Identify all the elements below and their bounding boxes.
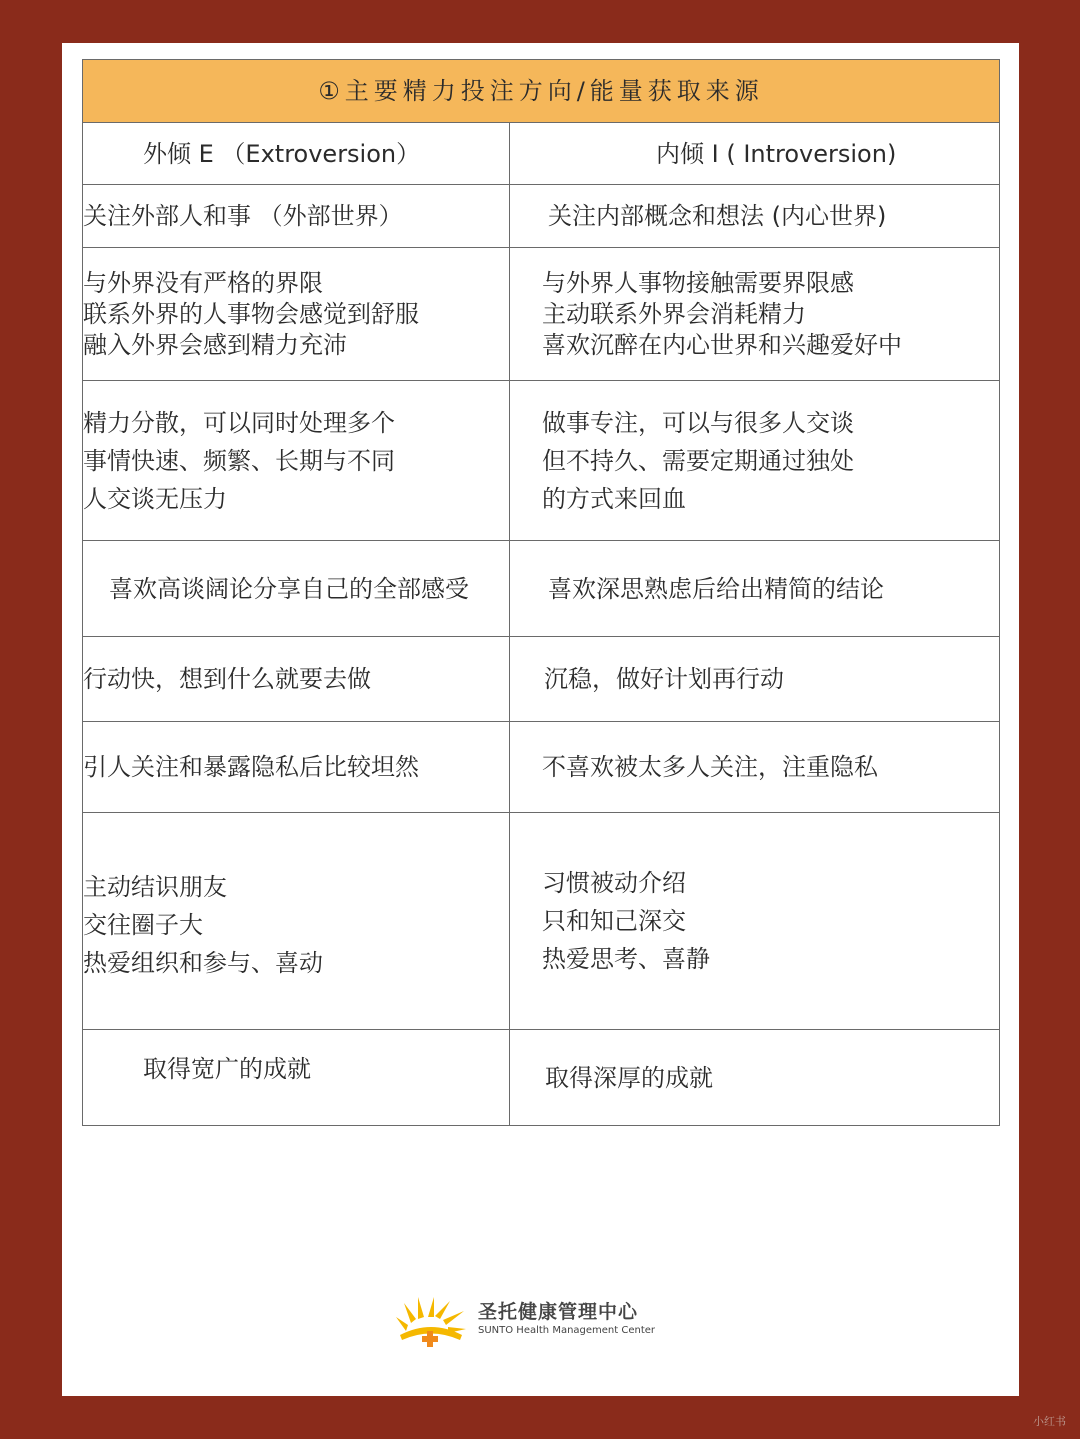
- watermark: 小红书: [1033, 1415, 1066, 1428]
- row-1-left: 关注外部人和事 （外部世界）: [83, 185, 510, 248]
- row-4-left: 喜欢高谈阔论分享自己的全部感受: [83, 541, 510, 637]
- document-page: [62, 43, 1019, 1396]
- logo-name-en: SUNTO Health Management Center: [478, 1325, 656, 1336]
- row-5-left: 行动快，想到什么就要去做: [83, 637, 510, 722]
- row-6-left: 引人关注和暴露隐私后比较坦然: [83, 722, 510, 813]
- row-7-right: 习惯被动介绍 只和知己深交 热爱思考、喜静: [510, 813, 1000, 1030]
- row-2-left: 与外界没有严格的界限 联系外界的人事物会感觉到舒服 融入外界会感到精力充沛: [83, 248, 510, 381]
- sun-cross-logo-icon: [394, 1295, 468, 1347]
- sunto-logo: [394, 1291, 654, 1351]
- row-2-right: 与外界人事物接触需要界限感 主动联系外界会消耗精力 喜欢沉醉在内心世界和兴趣爱好中: [510, 248, 1000, 381]
- row-1-right: 关注内部概念和想法 (内心世界): [510, 185, 1000, 248]
- row-5-right: 沉稳，做好计划再行动: [510, 637, 1000, 722]
- row-3-left: 精力分散，可以同时处理多个 事情快速、频繁、长期与不同 人交谈无压力: [83, 381, 510, 541]
- comparison-table: [82, 59, 1000, 1126]
- row-8-left: 取得宽广的成就: [83, 1030, 510, 1126]
- row-8-right: 取得深厚的成就: [510, 1030, 1000, 1126]
- table-title: ①主要精力投注方向/能量获取来源: [83, 60, 1000, 123]
- row-3-right: 做事专注，可以与很多人交谈 但不持久、需要定期通过独处 的方式来回血: [510, 381, 1000, 541]
- logo-name-cn: 圣托健康管理中心: [478, 1301, 639, 1323]
- row-4-right: 喜欢深思熟虑后给出精简的结论: [510, 541, 1000, 637]
- row-6-right: 不喜欢被太多人关注，注重隐私: [510, 722, 1000, 813]
- row-7-left: 主动结识朋友 交往圈子大 热爱组织和参与、喜动: [83, 813, 510, 1030]
- header-introversion: 内倾 I ( Introversion): [510, 123, 1000, 185]
- header-extroversion: 外倾 E （Extroversion）: [83, 123, 510, 185]
